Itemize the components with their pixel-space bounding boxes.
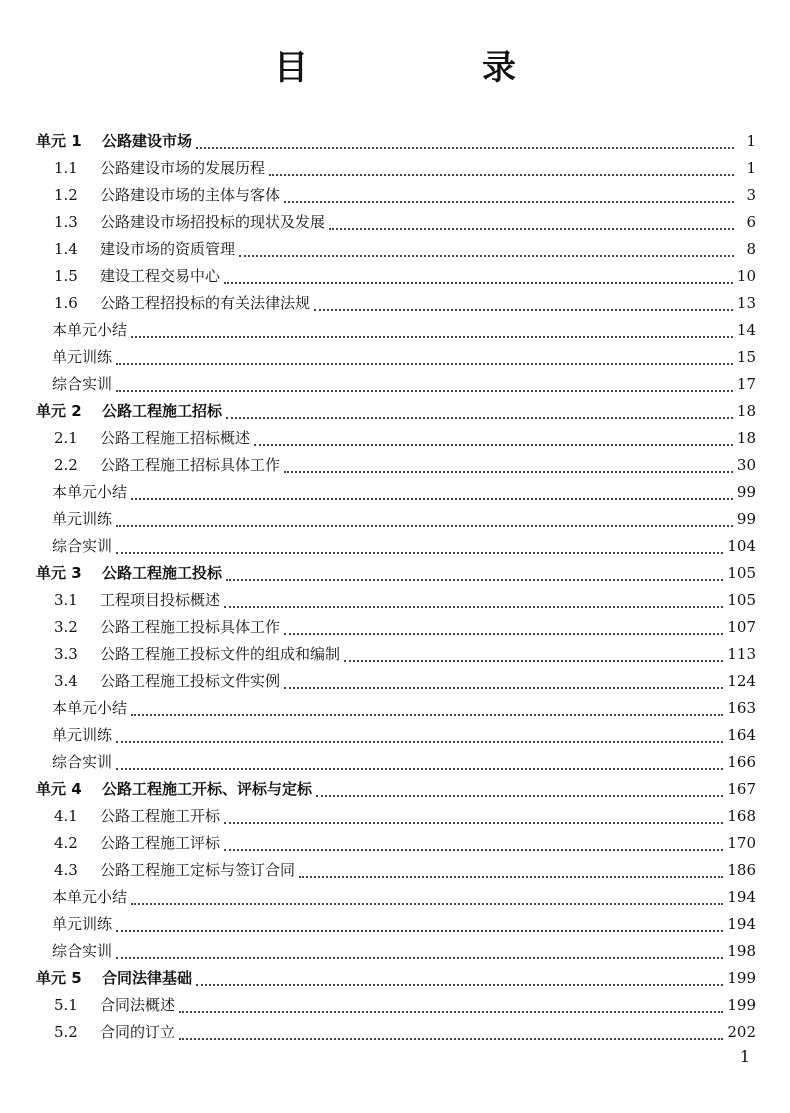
toc-entry-sec[interactable]: [36, 452, 756, 479]
dot-leader: [196, 147, 734, 149]
toc-entry-title: 建设工程交易中心: [100, 267, 221, 285]
dot-leader: [116, 768, 723, 770]
toc-entry-page: 186: [727, 861, 756, 879]
toc-entry-number: 1.2: [54, 186, 78, 204]
dot-leader: [316, 795, 723, 797]
toc-entry-sub[interactable]: [36, 317, 756, 344]
toc-entry-number: 1.3: [54, 213, 78, 231]
toc-entry-page: 1: [746, 159, 756, 177]
dot-leader: [179, 1011, 723, 1013]
toc-entry-title: 本单元小结: [52, 321, 128, 339]
toc-entry-sub[interactable]: [36, 938, 756, 965]
dot-leader: [116, 390, 733, 392]
toc-entry-sub[interactable]: [36, 371, 756, 398]
dot-leader: [116, 363, 733, 365]
toc-entry-number: 单元 1: [36, 132, 82, 150]
dot-leader: [226, 417, 733, 419]
toc-entry-sec[interactable]: [36, 614, 756, 641]
toc-entry-number: 单元 5: [36, 969, 82, 987]
toc-entry-title: 公路工程施工开标: [100, 807, 221, 825]
toc-entry-page: 124: [727, 672, 756, 690]
toc-entry-sub[interactable]: [36, 884, 756, 911]
toc-entry-number: 4.1: [54, 807, 78, 825]
toc-entry-sec[interactable]: [36, 236, 756, 263]
toc-entry-page: 198: [727, 942, 756, 960]
toc-entry-page: 168: [727, 807, 756, 825]
toc-entry-sec[interactable]: [36, 641, 756, 668]
toc-entry-page: 3: [746, 186, 756, 204]
toc-entry-page: 13: [736, 294, 756, 312]
toc-entry-unit[interactable]: [36, 965, 756, 992]
toc-entry-title: 公路建设市场招投标的现状及发展: [100, 213, 326, 231]
toc-entry-page: 164: [727, 726, 756, 744]
toc-entry-sub[interactable]: [36, 749, 756, 776]
toc-entry-title: 公路工程施工招标概述: [100, 429, 251, 447]
toc-entry-page: 1: [746, 132, 756, 150]
toc-entry-title: 综合实训: [52, 375, 113, 393]
toc-entry-title: 建设市场的资质管理: [100, 240, 236, 258]
toc-entry-number: 单元 4: [36, 780, 82, 798]
toc-entry-title: 公路建设市场的主体与客体: [100, 186, 281, 204]
toc-entry-page: 18: [736, 402, 756, 420]
toc-entry-unit[interactable]: [36, 398, 756, 425]
dot-leader: [179, 1038, 723, 1040]
toc-entry-page: 199: [727, 969, 756, 987]
toc-entry-number: 1.1: [54, 159, 78, 177]
toc-entry-page: 105: [727, 564, 756, 582]
toc-entry-sec[interactable]: [36, 290, 756, 317]
toc-entry-sub[interactable]: [36, 722, 756, 749]
dot-leader: [284, 471, 733, 473]
toc-entry-title: 合同法律基础: [102, 969, 193, 987]
toc-entry-sec[interactable]: [36, 155, 756, 182]
dot-leader: [314, 309, 733, 311]
toc-entry-sub[interactable]: [36, 695, 756, 722]
toc-entry-title: 公路工程施工招标具体工作: [100, 456, 281, 474]
toc-entry-title: 综合实训: [52, 753, 113, 771]
toc-entry-number: 5.2: [54, 1023, 78, 1041]
toc-entry-page: 17: [736, 375, 756, 393]
toc-entry-page: 170: [727, 834, 756, 852]
toc-entry-title: 单元训练: [52, 348, 113, 366]
toc-entry-title: 公路工程招投标的有关法律法规: [100, 294, 311, 312]
toc-entry-page: 18: [736, 429, 756, 447]
toc-entry-title: 公路工程施工评标: [100, 834, 221, 852]
dot-leader: [116, 741, 723, 743]
toc-entry-number: 1.5: [54, 267, 78, 285]
toc-entry-title: 合同的订立: [100, 1023, 176, 1041]
toc-entry-number: 2.1: [54, 429, 78, 447]
toc-entry-number: 单元 3: [36, 564, 82, 582]
toc-entry-sec[interactable]: [36, 1019, 756, 1046]
dot-leader: [196, 984, 723, 986]
toc-entry-title: 公路工程施工投标文件实例: [100, 672, 281, 690]
toc-entry-sec[interactable]: [36, 857, 756, 884]
toc-entry-sec[interactable]: [36, 425, 756, 452]
dot-leader: [224, 822, 723, 824]
toc-entry-number: 3.2: [54, 618, 78, 636]
toc-entry-title: 单元训练: [52, 915, 113, 933]
toc-entry-unit[interactable]: [36, 128, 756, 155]
dot-leader: [329, 228, 734, 230]
dot-leader: [224, 282, 733, 284]
toc-entry-unit[interactable]: [36, 560, 756, 587]
toc-entry-page: 30: [736, 456, 756, 474]
toc-entry-sub[interactable]: [36, 479, 756, 506]
dot-leader: [131, 336, 733, 338]
toc-entry-title: 公路工程施工招标: [102, 402, 223, 420]
dot-leader: [269, 174, 734, 176]
toc-entry-page: 167: [727, 780, 756, 798]
toc-entry-title: 单元训练: [52, 726, 113, 744]
toc-entry-title: 公路建设市场的发展历程: [100, 159, 266, 177]
toc-entry-page: 166: [727, 753, 756, 771]
toc-entry-title: 公路工程施工投标文件的组成和编制: [100, 645, 341, 663]
toc-entry-page: 199: [727, 996, 756, 1014]
toc-entry-title: 综合实训: [52, 942, 113, 960]
toc-entry-title: 合同法概述: [100, 996, 176, 1014]
toc-entry-number: 1.4: [54, 240, 78, 258]
dot-leader: [131, 903, 723, 905]
table-of-contents: [36, 128, 756, 1046]
toc-entry-number: 1.6: [54, 294, 78, 312]
toc-entry-sec[interactable]: [36, 587, 756, 614]
toc-entry-page: 99: [736, 483, 756, 501]
toc-entry-title: 单元训练: [52, 510, 113, 528]
toc-entry-page: 105: [727, 591, 756, 609]
toc-entry-number: 4.3: [54, 861, 78, 879]
dot-leader: [239, 255, 734, 257]
toc-entry-title: 本单元小结: [52, 699, 128, 717]
toc-entry-sub[interactable]: [36, 911, 756, 938]
toc-entry-page: 163: [727, 699, 756, 717]
toc-entry-sec[interactable]: [36, 830, 756, 857]
toc-entry-page: 14: [736, 321, 756, 339]
toc-entry-page: 6: [746, 213, 756, 231]
dot-leader: [131, 714, 723, 716]
toc-entry-page: 10: [736, 267, 756, 285]
toc-entry-number: 2.2: [54, 456, 78, 474]
page-title: 目 录: [274, 48, 586, 88]
toc-entry-title: 公路工程施工投标具体工作: [100, 618, 281, 636]
dot-leader: [116, 525, 733, 527]
toc-entry-sec[interactable]: [36, 803, 756, 830]
dot-leader: [284, 201, 734, 203]
toc-entry-page: 202: [727, 1023, 756, 1041]
toc-entry-page: 107: [727, 618, 756, 636]
toc-entry-sec[interactable]: [36, 668, 756, 695]
toc-entry-sec[interactable]: [36, 263, 756, 290]
toc-entry-sec[interactable]: [36, 992, 756, 1019]
dot-leader: [226, 579, 723, 581]
toc-entry-page: 8: [746, 240, 756, 258]
toc-entry-sub[interactable]: [36, 506, 756, 533]
dot-leader: [299, 876, 723, 878]
dot-leader: [284, 633, 723, 635]
toc-entry-page: 99: [736, 510, 756, 528]
toc-entry-title: 本单元小结: [52, 888, 128, 906]
dot-leader: [254, 444, 733, 446]
dot-leader: [224, 849, 723, 851]
toc-entry-number: 3.3: [54, 645, 78, 663]
toc-entry-page: 194: [727, 915, 756, 933]
toc-entry-title: 公路工程施工定标与签订合同: [100, 861, 296, 879]
dot-leader: [224, 606, 723, 608]
dot-leader: [116, 552, 723, 554]
toc-entry-page: 104: [727, 537, 756, 555]
toc-entry-title: 本单元小结: [52, 483, 128, 501]
dot-leader: [131, 498, 733, 500]
toc-entry-number: 3.1: [54, 591, 78, 609]
toc-entry-unit[interactable]: [36, 776, 756, 803]
toc-entry-page: 194: [727, 888, 756, 906]
dot-leader: [284, 687, 723, 689]
toc-entry-number: 4.2: [54, 834, 78, 852]
toc-entry-page: 113: [727, 645, 756, 663]
toc-entry-sub[interactable]: [36, 533, 756, 560]
toc-entry-number: 3.4: [54, 672, 78, 690]
toc-entry-sec[interactable]: [36, 182, 756, 209]
toc-entry-sub[interactable]: [36, 344, 756, 371]
toc-entry-number: 单元 2: [36, 402, 82, 420]
toc-entry-title: 公路工程施工开标、评标与定标: [102, 780, 313, 798]
page-number: 1: [739, 1047, 750, 1066]
toc-entry-sec[interactable]: [36, 209, 756, 236]
dot-leader: [344, 660, 723, 662]
toc-entry-title: 公路工程施工投标: [102, 564, 223, 582]
toc-entry-page: 15: [736, 348, 756, 366]
dot-leader: [116, 957, 723, 959]
toc-entry-title: 工程项目投标概述: [100, 591, 221, 609]
toc-entry-title: 综合实训: [52, 537, 113, 555]
dot-leader: [116, 930, 723, 932]
toc-entry-title: 公路建设市场: [102, 132, 193, 150]
toc-entry-number: 5.1: [54, 996, 78, 1014]
